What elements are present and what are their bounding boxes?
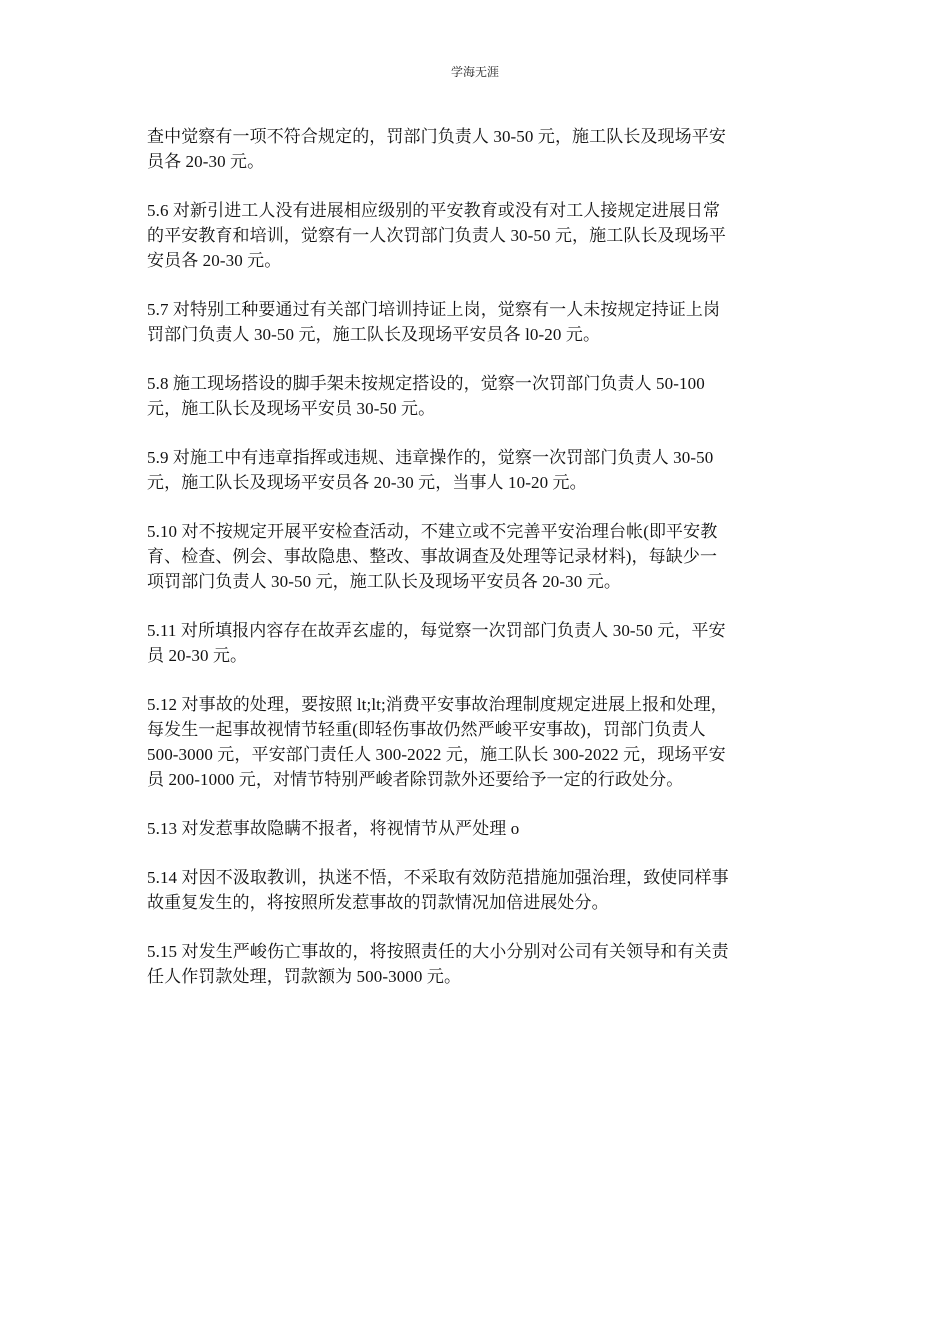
clause-5-15: 5.15 对发生严峻伤亡事故的，将按照责任的大小分别对公司有关领导和有关责 任人作罚款处理，罚款额为 500-3000 元。 [147,942,729,986]
page-header: 学海无涯 [450,65,499,79]
paragraph-continuation: 查中觉察有一项不符合规定的，罚部门负责人 30-50 元，施工队长及现场平安 员各 20-30 元。 [147,127,726,171]
clause-5-7: 5.7 对特别工种要通过有关部门培训持证上岗，觉察有一人未按规定持证上岗 罚部门负责人 30-50 元，施工队长及现场平安员各 l0-20 元。 [147,300,721,344]
clause-5-10: 5.10 对不按规定开展平安检查活动，不建立或不完善平安治理台帐(即平安教 育、检查、例会、事故隐患、整改、事故调查及处理等记录材料)，每缺少一 项罚部门负责人 30-50 元，施工队长及现场平安员各 20-30 元。 [147,522,718,591]
clause-5-11: 5.11 对所填报内容存在故弄玄虚的，每觉察一次罚部门负责人 30-50 元，平安 员 20-30 元。 [147,621,726,665]
clause-5-8: 5.8 施工现场搭设的脚手架未按规定搭设的，觉察一次罚部门负责人 50-100 元，施工队长及现场平安员 30-50 元。 [147,374,705,418]
clause-5-9: 5.9 对施工中有违章指挥或违规、违章操作的，觉察一次罚部门负责人 30-50 元，施工队长及现场平安员各 20-30 元，当事人 10-20 元。 [147,448,714,492]
clause-5-12: 5.12 对事故的处理，要按照 lt;lt;消费平安事故治理制度规定进展上报和处理， 每发生一起事故视情节轻重(即轻伤事故仍然严峻平安事故)，罚部门负责人 500-3000 元，平安部门责任人 300-2022 元，施工队长 300-2022 元，现场平安 员 200-1000 元，对情节特别严峻者除罚款外还要给予一定的行政处分。 [147,695,728,789]
clause-5-13: 5.13 对发惹事故隐瞒不报者，将视情节从严处理 o [147,819,520,838]
clause-5-14: 5.14 对因不汲取教训，执迷不悟，不采取有效防范措施加强治理，致使同样事 故重复发生的，将按照所发惹事故的罚款情况加倍进展处分。 [147,868,729,912]
document-body [147,124,807,1013]
clause-5-6: 5.6 对新引进工人没有进展相应级别的平安教育或没有对工人接规定进展日常 的平安教育和培训，觉察有一人次罚部门负责人 30-50 元，施工队长及现场平 安员各 20-30 元。 [147,201,726,270]
